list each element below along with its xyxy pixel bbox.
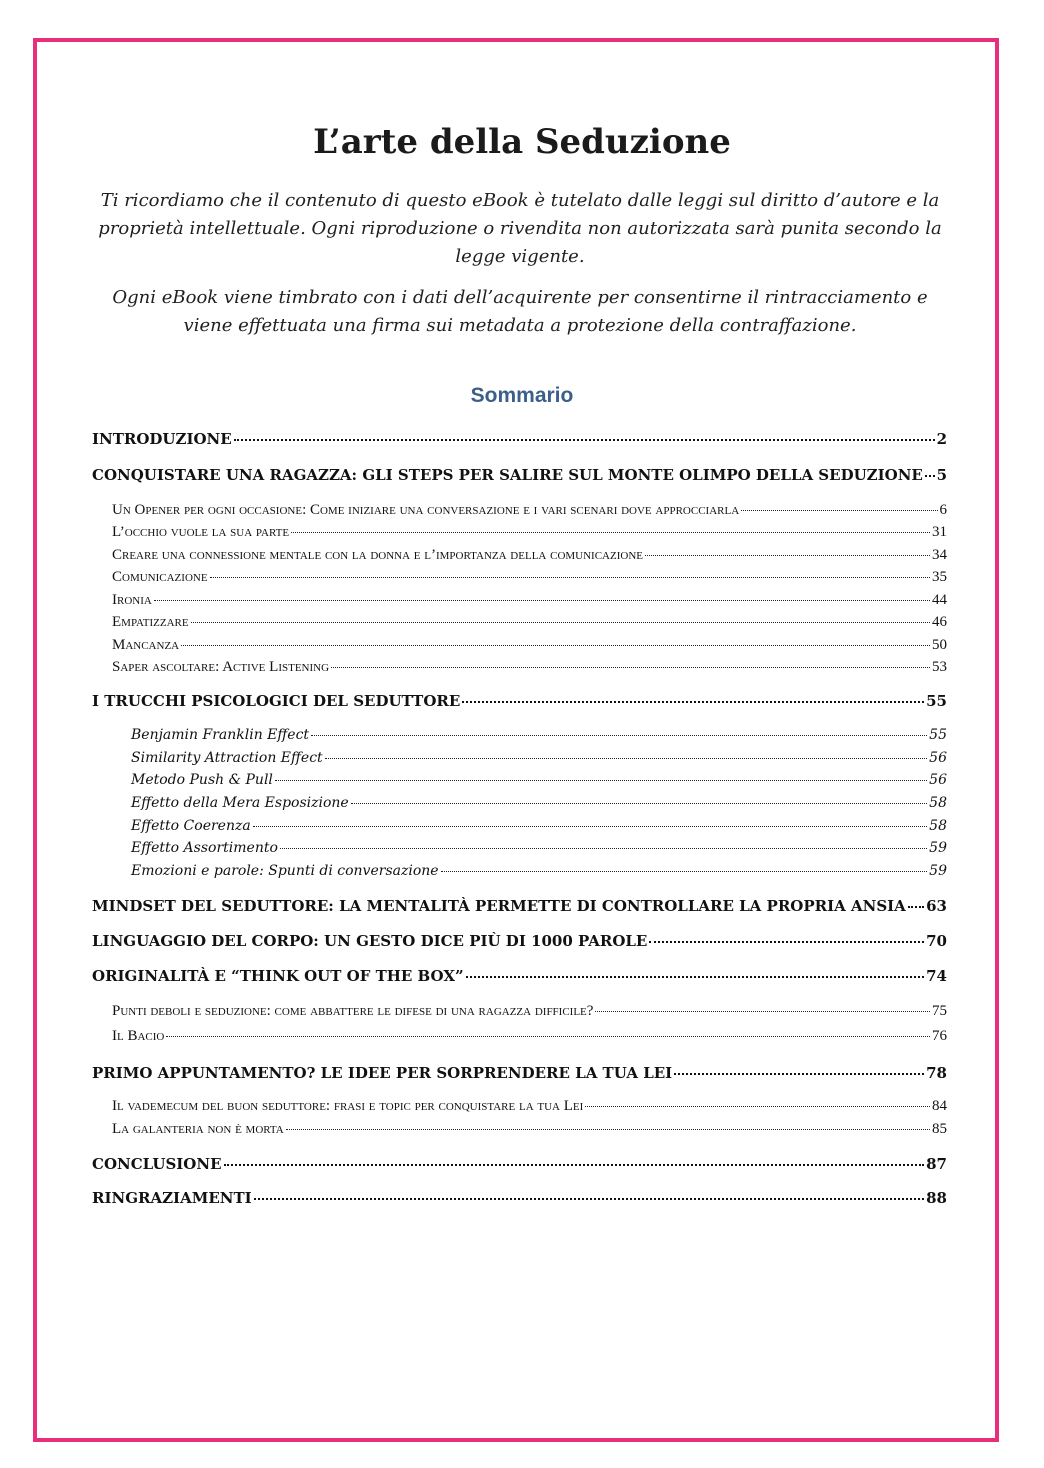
toc-entry[interactable] [112,637,947,654]
toc-entry[interactable] [112,1028,947,1045]
toc-entry-page: 35 [932,569,947,585]
toc-entry-label: Effetto della Mera Esposizione [131,795,349,811]
toc-entry[interactable] [112,524,947,541]
toc-entry-label: Metodo Push & Pull [131,772,273,788]
toc-dot-leader [280,848,927,849]
toc-dot-leader [210,577,930,578]
toc-entry-label: INTRODUZIONE [92,430,232,448]
toc-entry-page: 78 [926,1064,947,1082]
toc-entry[interactable] [112,547,947,564]
toc-entry-label: Punti deboli e seduzione: come abbattere le difese di una ragazza difficile? [112,1003,594,1019]
toc-entry-label: Effetto Assortimento [131,840,278,856]
toc-entry[interactable] [92,466,947,484]
toc-dot-leader [291,532,930,533]
toc-entry-page: 6 [939,502,947,518]
toc-entry[interactable] [131,840,947,856]
toc-entry[interactable] [92,932,947,950]
toc-entry-label: ORIGINALITÀ E “THINK OUT OF THE BOX” [92,967,464,985]
toc-dot-leader [286,1129,930,1130]
toc-dot-leader [234,439,935,441]
toc-dot-leader [441,871,928,872]
toc-dot-leader [254,1198,924,1200]
toc-entry[interactable] [92,1155,947,1173]
toc-dot-leader [645,555,930,556]
toc-dot-leader [466,976,925,978]
toc-entry-page: 50 [932,637,947,653]
toc-dot-leader [462,701,924,703]
toc-entry-page: 53 [932,659,947,675]
toc-dot-leader [331,667,930,668]
toc-entry-page: 44 [932,592,947,608]
toc-entry-label: Similarity Attraction Effect [131,750,323,766]
toc-entry-label: L’occhio vuole la sua parte [112,524,290,540]
toc-entry-page: 85 [932,1121,947,1137]
toc-dot-leader [585,1106,930,1107]
copyright-notice: Ti ricordiamo che il contenuto di questo eBook è tutelato dalle leggi sul diritto d’autore e la proprietà intellettuale. Ogni riproduzione o rivendita non autorizzata sarà punita secondo la legge vigente. [98,190,942,267]
toc-dot-leader [154,600,930,601]
toc-entry[interactable] [112,614,947,631]
toc-entry-label: I TRUCCHI PSICOLOGICI DEL SEDUTTORE [92,692,461,710]
toc-heading: Sommario [470,384,574,407]
watermark-notice: Ogni eBook viene timbrato con i dati dell’acquirente per consentirne il rintracciamento e viene effettuata una firma sui metadata a protezione della contraffazione. [112,287,928,336]
toc-dot-leader [351,803,927,804]
toc-dot-leader [181,645,930,646]
toc-entry[interactable] [92,897,947,915]
toc-entry[interactable] [112,1003,947,1020]
toc-entry-label: Ironia [112,592,152,608]
toc-entry-page: 55 [926,692,947,710]
toc-entry-page: 59 [929,840,947,856]
toc-entry-label: CONCLUSIONE [92,1155,222,1173]
toc-entry-page: 58 [929,795,947,811]
toc-entry-page: 59 [929,863,947,879]
toc-entry-label: Comunicazione [112,569,208,585]
toc-entry[interactable] [131,795,947,811]
toc-entry-label: Empatizzare [112,614,189,630]
toc-entry-page: 75 [932,1003,947,1019]
toc-entry-label: MINDSET DEL SEDUTTORE: LA MENTALITÀ PERMETTE DI CONTROLLARE LA PROPRIA ANSIA [92,897,906,915]
toc-entry[interactable] [92,1189,947,1207]
toc-entry-page: 55 [929,727,947,743]
toc-entry[interactable] [92,692,947,710]
toc-entry-label: Mancanza [112,637,180,653]
toc-entry-page: 2 [936,430,947,448]
toc-entry-page: 74 [926,967,947,985]
toc-entry[interactable] [112,1098,947,1115]
toc-dot-leader [275,780,927,781]
toc-entry-label: RINGRAZIAMENTI [92,1189,252,1207]
toc-entry-page: 87 [926,1155,947,1173]
toc-entry[interactable] [131,750,947,766]
toc-entry-page: 63 [926,897,947,915]
toc-entry-page: 76 [932,1028,947,1044]
toc-entry-label: Saper ascoltare: Active Listening [112,659,330,675]
toc-dot-leader [253,826,927,827]
toc-entry-page: 88 [926,1189,947,1207]
toc-dot-leader [311,735,927,736]
toc-entry[interactable] [131,772,947,788]
toc-dot-leader [166,1036,930,1037]
toc-dot-leader [674,1073,924,1075]
toc-entry-page: 34 [932,547,947,563]
toc-dot-leader [595,1011,930,1012]
toc-entry-label: LINGUAGGIO DEL CORPO: UN GESTO DICE PIÙ DI 1000 PAROLE [92,932,648,950]
toc-entry[interactable] [112,659,947,676]
toc-entry[interactable] [92,967,947,985]
toc-entry[interactable] [92,430,947,448]
toc-entry[interactable] [131,863,947,879]
toc-entry[interactable] [131,727,947,743]
toc-entry-page: 31 [932,524,947,540]
toc-dot-leader [925,475,935,477]
toc-entry-label: Il Bacio [112,1028,165,1044]
toc-dot-leader [191,622,930,623]
toc-dot-leader [649,941,924,943]
toc-entry-label: La galanteria non è morta [112,1121,284,1137]
toc-dot-leader [224,1164,925,1166]
toc-entry-label: Benjamin Franklin Effect [131,727,310,743]
toc-entry-page: 56 [929,772,947,788]
toc-entry[interactable] [92,1064,947,1082]
toc-entry-label: Creare una connessione mentale con la donna e l’importanza della comunicazione [112,547,643,563]
toc-entry-label: Il vademecum del buon seduttore: frasi e topic per conquistare la tua Lei [112,1098,584,1114]
toc-entry[interactable] [131,818,947,834]
toc-entry-page: 46 [932,614,947,630]
toc-entry-page: 70 [926,932,947,950]
toc-entry-label: PRIMO APPUNTAMENTO? LE IDEE PER SORPRENDERE LA TUA LEI [92,1064,673,1082]
toc-entry-label: CONQUISTARE UNA RAGAZZA: GLI STEPS PER SALIRE SUL MONTE OLIMPO DELLA SEDUZIONE [92,466,923,484]
toc-entry-page: 84 [932,1098,947,1114]
toc-dot-leader [741,510,937,511]
toc-entry-label: Emozioni e parole: Spunti di conversazione [131,863,439,879]
toc-dot-leader [908,906,924,908]
toc-entry-page: 56 [929,750,947,766]
toc-entry-label: Effetto Coerenza [131,818,251,834]
toc-entry-label: Un Opener per ogni occasione: Come iniziare una conversazione e i vari scenari dove approcciarla [112,502,740,518]
toc-entry-page: 5 [936,466,947,484]
toc-dot-leader [325,758,927,759]
toc-entry[interactable] [112,1121,947,1138]
toc-entry-page: 58 [929,818,947,834]
toc-entry[interactable] [112,592,947,609]
toc-entry[interactable] [112,502,947,519]
document-title: L’arte della Seduzione [313,122,731,162]
toc-entry[interactable] [112,569,947,586]
